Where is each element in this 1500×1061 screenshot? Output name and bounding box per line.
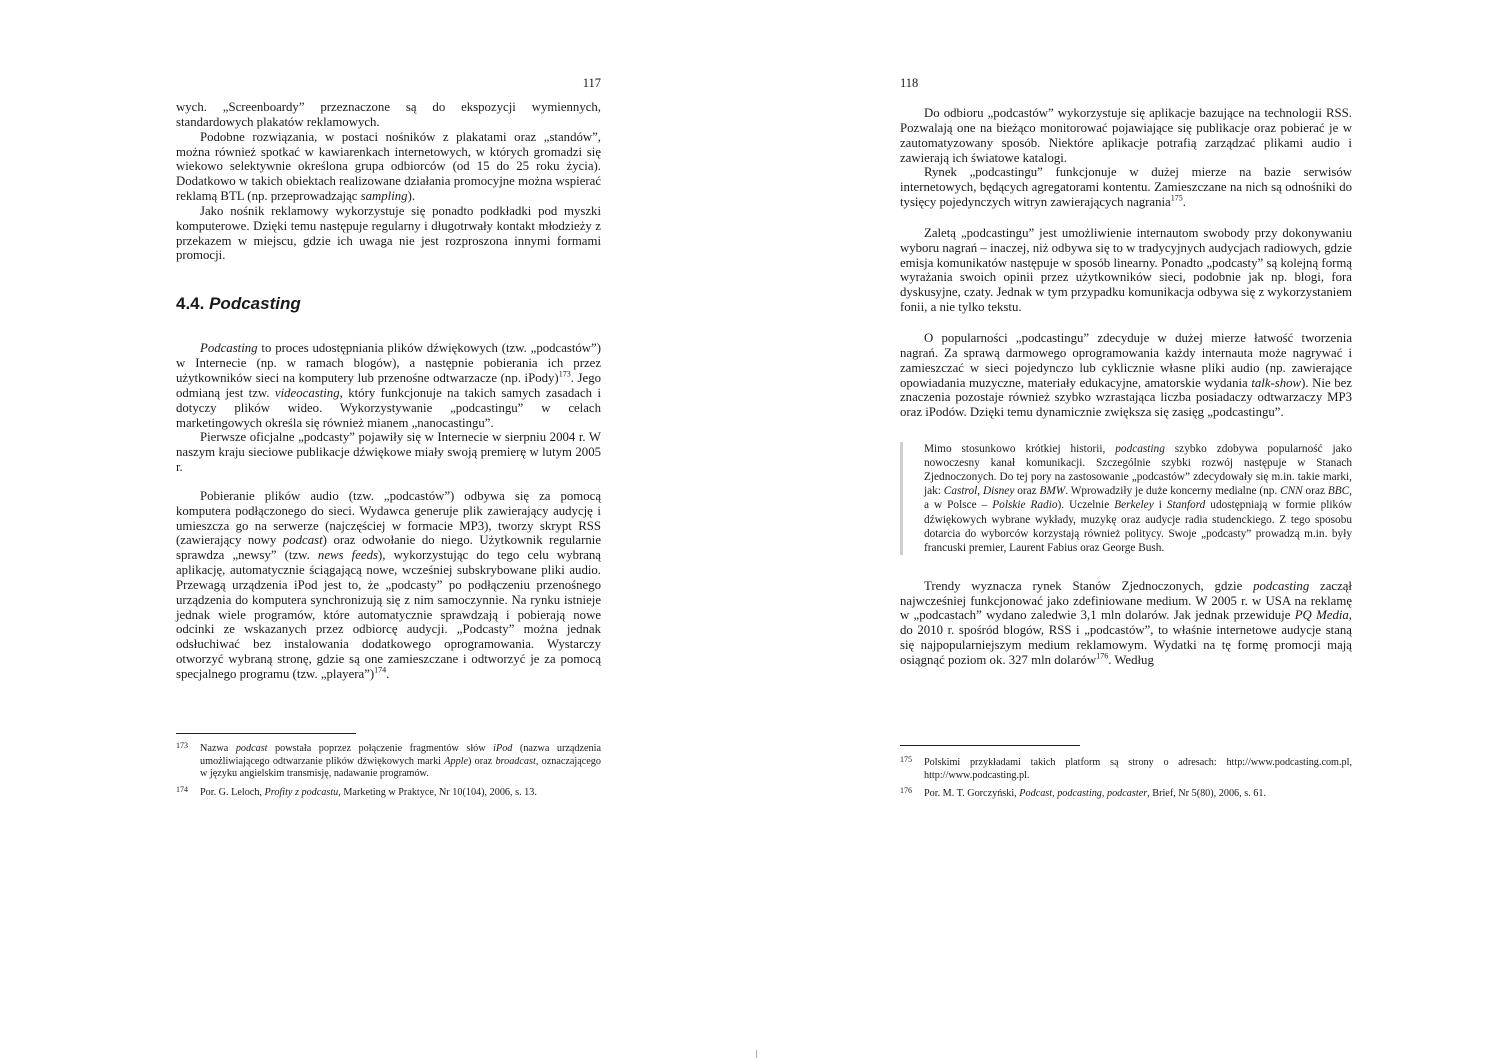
text: . Jego odmianą jest tzw. xyxy=(176,370,601,400)
paragraph xyxy=(176,130,601,204)
text: , Marketing w Praktyce, Nr 10(104), 2006, s. 13. xyxy=(338,787,537,799)
text: , Brief, Nr 5(80), 2006, s. 61. xyxy=(1147,788,1267,800)
italic-term: Polskie Radio xyxy=(992,499,1058,512)
footnote xyxy=(176,740,601,781)
footnote-ref[interactable]: 176 xyxy=(1096,651,1109,661)
highlight-box xyxy=(900,442,1352,555)
footnote-number: 176 xyxy=(900,786,912,796)
text: ). Nie bez znaczenia pozostaje również szybko wzrastająca liczba posiadaczy odtwarzaczy MP3 oraz iPodów. Dzięki temu dynamicznie zwiększa się zasięg „podcastingu”. xyxy=(900,375,1352,420)
italic-term: PQ Media xyxy=(1294,608,1349,623)
footnote-ref[interactable]: 174 xyxy=(374,665,387,675)
text: ), wykorzystując do tego celu wybraną aplikację, automatycznie ściągającą nowe, wcześniej subskrybowane pliki audio. Przewagą urządzenia iPod jest to, że „podcasty” po podłączeniu przenośnego urządzenia do komputera synchronizują się z nim samoczynnie. Na rynku istnieje jednak wiele programów, które automatycznie sprawdzają i pobierają nowe odcinki ze wskazanych przez odbiorcę audycji. „Podcasty” można jednak odsłuchiwać bez instalowania dodatkowego oprogramowania. Wystarczy otworzyć wybraną stronę, gdzie są one zamieszczane i odtworzyć je za pomocą specjalnego programu (tzw. „playera”) xyxy=(176,548,601,681)
section-title: Podcasting xyxy=(209,294,301,314)
text: Podobne rozwiązania, w postaci nośników z plakatami oraz „standów”, można również spotkać w kawiarenkach internetowych, w których gromadzi się wiekowo selektywnie określona grupa odbiorców (od 15 do 25 roku życia). Dodatkowo w takich obiektach realizowane działania promocyjne można wspierać reklamą BTL (np. przeprowadzając xyxy=(176,129,601,204)
text: i xyxy=(1153,499,1167,512)
italic-term: videocasting xyxy=(274,385,340,400)
text: Jako nośnik reklamowy wykorzystuje się ponadto podkładki pod myszki komputerowe. Dzięki temu następuje regularny i długotrwały kontakt młodzieży z przekazem w miejscu, gdzie ich uwaga nie jest rozproszona innymi formami promocji. xyxy=(176,203,601,263)
italic-term: podcast xyxy=(235,743,268,754)
text: Mimo stosunkowo krótkiej historii, xyxy=(924,443,1116,456)
text: Por. G. Leloch, xyxy=(200,787,265,799)
italic-term: Castrol xyxy=(943,485,978,498)
text: Trendy wyznacza rynek Stanów Zjednoczonych, gdzie xyxy=(924,578,1254,593)
section-heading xyxy=(176,294,601,314)
text: ) oraz xyxy=(468,755,496,767)
paragraph xyxy=(900,226,1352,315)
text: , oznaczającego w języku angielskim transmisję, nadawanie programów. xyxy=(200,755,601,780)
text: . xyxy=(1182,195,1186,210)
text: . Wprowadziły je duże koncerny medialne (np. xyxy=(1065,485,1281,498)
text: oraz xyxy=(1302,485,1328,498)
footnote xyxy=(176,784,601,800)
text: szybko zdobywa popularność jako nowoczesny kanał komunikacji. Szczególnie szybki rozwój następuje w Stanach Zjednoczonych. Do tej pory na zastosowanie „podcastów” zdecydowały się m.in. takie marki, jak: xyxy=(924,443,1352,498)
text: powstała poprzez połączenie fragmentów słów xyxy=(267,743,494,754)
footnote-separator xyxy=(176,733,356,734)
text: Rynek „podcastingu” funkcjonuje w dużej mierze na bazie serwisów internetowych, będących agregatorami kontentu. Zamieszczane na nich są odnośniki do tysięcy pojedynczych witryn zawierających nagrania xyxy=(900,165,1352,210)
page-body xyxy=(900,106,1352,668)
italic-term: podcasting xyxy=(1115,443,1165,456)
text: Zaletą „podcastingu” jest umożliwienie internautom swobody przy dokonywaniu wyboru nagrań – inaczej, niż odbywa się to w tradycyjnych audycjach radiowych, gdzie emisja komunikatów następuje w sposób linearny. Ponadto „podcasty” są kolejną formą wyrażania swoich opinii przez użytkowników sieci, podobnie jak np. blogi, fora dyskusyjne, czaty. Jednak w tym przypadku komunikacja odbywa się z wykorzystaniem fonii, a nie tylko tekstu. xyxy=(900,225,1352,315)
italic-term: sampling xyxy=(360,189,408,204)
italic-term: Stanford xyxy=(1166,499,1206,512)
italic-term: talk-show xyxy=(1251,375,1302,390)
italic-term: iPod xyxy=(493,743,513,754)
text: Pobieranie plików audio (tzw. „podcastów”) odbywa się za pomocą komputera podłączonego do sieci. Wydawca generuje plik zawierający audycję i umieszcza go na serwerze (najczęściej w formacie MP3), tworzy skrypt RSS (zawierający nowy xyxy=(176,488,601,548)
text: oraz xyxy=(1014,485,1040,498)
text: Polskimi przykładami takich platform są strony o adresach: http://www.podcasting.com.pl, http://www.podcasting.pl. xyxy=(924,757,1352,781)
text: zaczął najwcześniej funkcjonować jako zdefiniowane medium. W 2005 r. w USA na reklamę w „podcastach” wydano zaledwie 3,1 mln dolarów. Jak jednak przewiduje xyxy=(900,578,1352,623)
page-number: 118 xyxy=(900,76,919,90)
footnote-number: 173 xyxy=(176,741,188,750)
page-number: 117 xyxy=(582,76,601,90)
italic-term: Disney xyxy=(982,485,1015,498)
text: , do 2010 r. spośród blogów, RSS i „podcastów”, to właśnie internetowe audycje staną się najpopularniejszym medium reklamowym. Wydatki na tę formę promocji mają osiągnąć poziom ok. 327 mln dolarów xyxy=(900,608,1352,667)
text: to proces udostępniania plików dźwiękowych (tzw. „podcastów”) w Internecie (np. w ramach blogów), a następnie pobierania ich przez użytkowników sieci na komputery lub przenośne odtwarzacze (np. iPody) xyxy=(176,341,601,385)
italic-term: broadcast xyxy=(495,755,536,767)
text: udostępniają w formie plików dźwiękowych wybrane wykłady, muzykę oraz audycje radia studenckiego. Z tego sposobu dotarcia do wyborców korzystają również politycy. Swoje „podcasty” prowadzą m.in. były francuski premier, Laurent Fabius oraz George Bush. xyxy=(924,499,1353,554)
footnote-number: 175 xyxy=(900,755,912,764)
footnote-number: 174 xyxy=(176,785,188,795)
paragraph xyxy=(176,430,601,475)
footnote xyxy=(900,754,1352,782)
italic-term: podcast xyxy=(282,533,323,548)
italic-term: Profity z podcastu xyxy=(264,787,339,799)
scan-mark xyxy=(756,1050,757,1058)
text: ) oraz odwołanie do niego. Użytkownik regularnie sprawdza „newsy” (tzw. xyxy=(176,533,601,563)
text: Nazwa xyxy=(200,743,236,754)
text: ). Uczelnie xyxy=(1057,499,1115,512)
text: Por. M. T. Gorczyński, xyxy=(924,788,1020,800)
text: ). xyxy=(407,189,416,204)
italic-term: Apple xyxy=(444,755,469,767)
page-body xyxy=(176,100,601,682)
text: . xyxy=(386,667,390,681)
paragraph xyxy=(900,579,1352,668)
text: . Według xyxy=(1108,653,1154,667)
footnote-ref[interactable]: 173 xyxy=(558,369,571,379)
text: (nazwa urządzenia umożliwiającego odtwarzanie plików dźwiękowych marki xyxy=(200,743,601,767)
italic-term: Podcast, podcasting, podcaster xyxy=(1019,788,1148,800)
footnotes xyxy=(176,740,601,803)
text: Do odbioru „podcastów” wykorzystuje się aplikacje bazujące na technologii RSS. Pozwalają one na bieżąco monitorować pojawiające się publikacje oraz pobierać je w zautomatyzowany sposób. Niektóre aplikacje potrafią zarządzać plikami audio i zawierają ich światowe katalogi. xyxy=(900,106,1352,165)
italic-term: Podcasting xyxy=(200,341,258,356)
right-page xyxy=(900,0,1352,1061)
text: Pierwsze oficjalne „podcasty” pojawiły się w Internecie w sierpniu 2004 r. W naszym kraju sieciowe publikacje dźwiękowe miały swoją premierę w lutym 2005 r. xyxy=(176,430,601,475)
left-page xyxy=(176,0,601,1061)
italic-term: BMW xyxy=(1039,485,1066,498)
italic-term: podcasting xyxy=(1253,578,1310,593)
italic-term: Berkeley xyxy=(1114,499,1154,512)
paragraph xyxy=(176,100,601,130)
paragraph xyxy=(900,165,1352,210)
paragraph xyxy=(900,331,1352,420)
paragraph xyxy=(176,489,601,682)
text: , który funkcjonuje na takich samych zasadach i dotyczy plików wideo. Wykorzystywanie „podcastingu” w celach marketingowych określa się również mianem „nanocastingu”. xyxy=(176,385,601,430)
italic-term: news feeds xyxy=(317,548,378,563)
footnote-ref[interactable]: 175 xyxy=(1170,193,1183,203)
text: , a w Polsce – xyxy=(924,485,1352,512)
footnote xyxy=(900,785,1352,801)
italic-term: BBC xyxy=(1327,485,1350,498)
italic-term: CNN xyxy=(1280,485,1303,498)
text: , xyxy=(977,485,983,498)
paragraph xyxy=(900,106,1352,165)
text: wych. „Screenboardy” przeznaczone są do ekspozycji wymiennych, standardowych plakatów reklamowych. xyxy=(176,100,601,129)
footnotes xyxy=(900,754,1352,804)
paragraph xyxy=(176,341,601,430)
paragraph xyxy=(176,204,601,263)
text: O popularności „podcastingu” zdecyduje w dużej mierze łatwość tworzenia nagrań. Za sprawą darmowego oprogramowania każdy internauta może nagrywać i zamieszczać w sieci pojedynczo lub cyklicznie własne pliki audio (np. zawierające opowiadania muzyczne, materiały edukacyjne, amatorskie wydania xyxy=(900,330,1352,390)
footnote-separator xyxy=(900,745,1080,746)
section-number: 4.4. xyxy=(176,294,205,314)
